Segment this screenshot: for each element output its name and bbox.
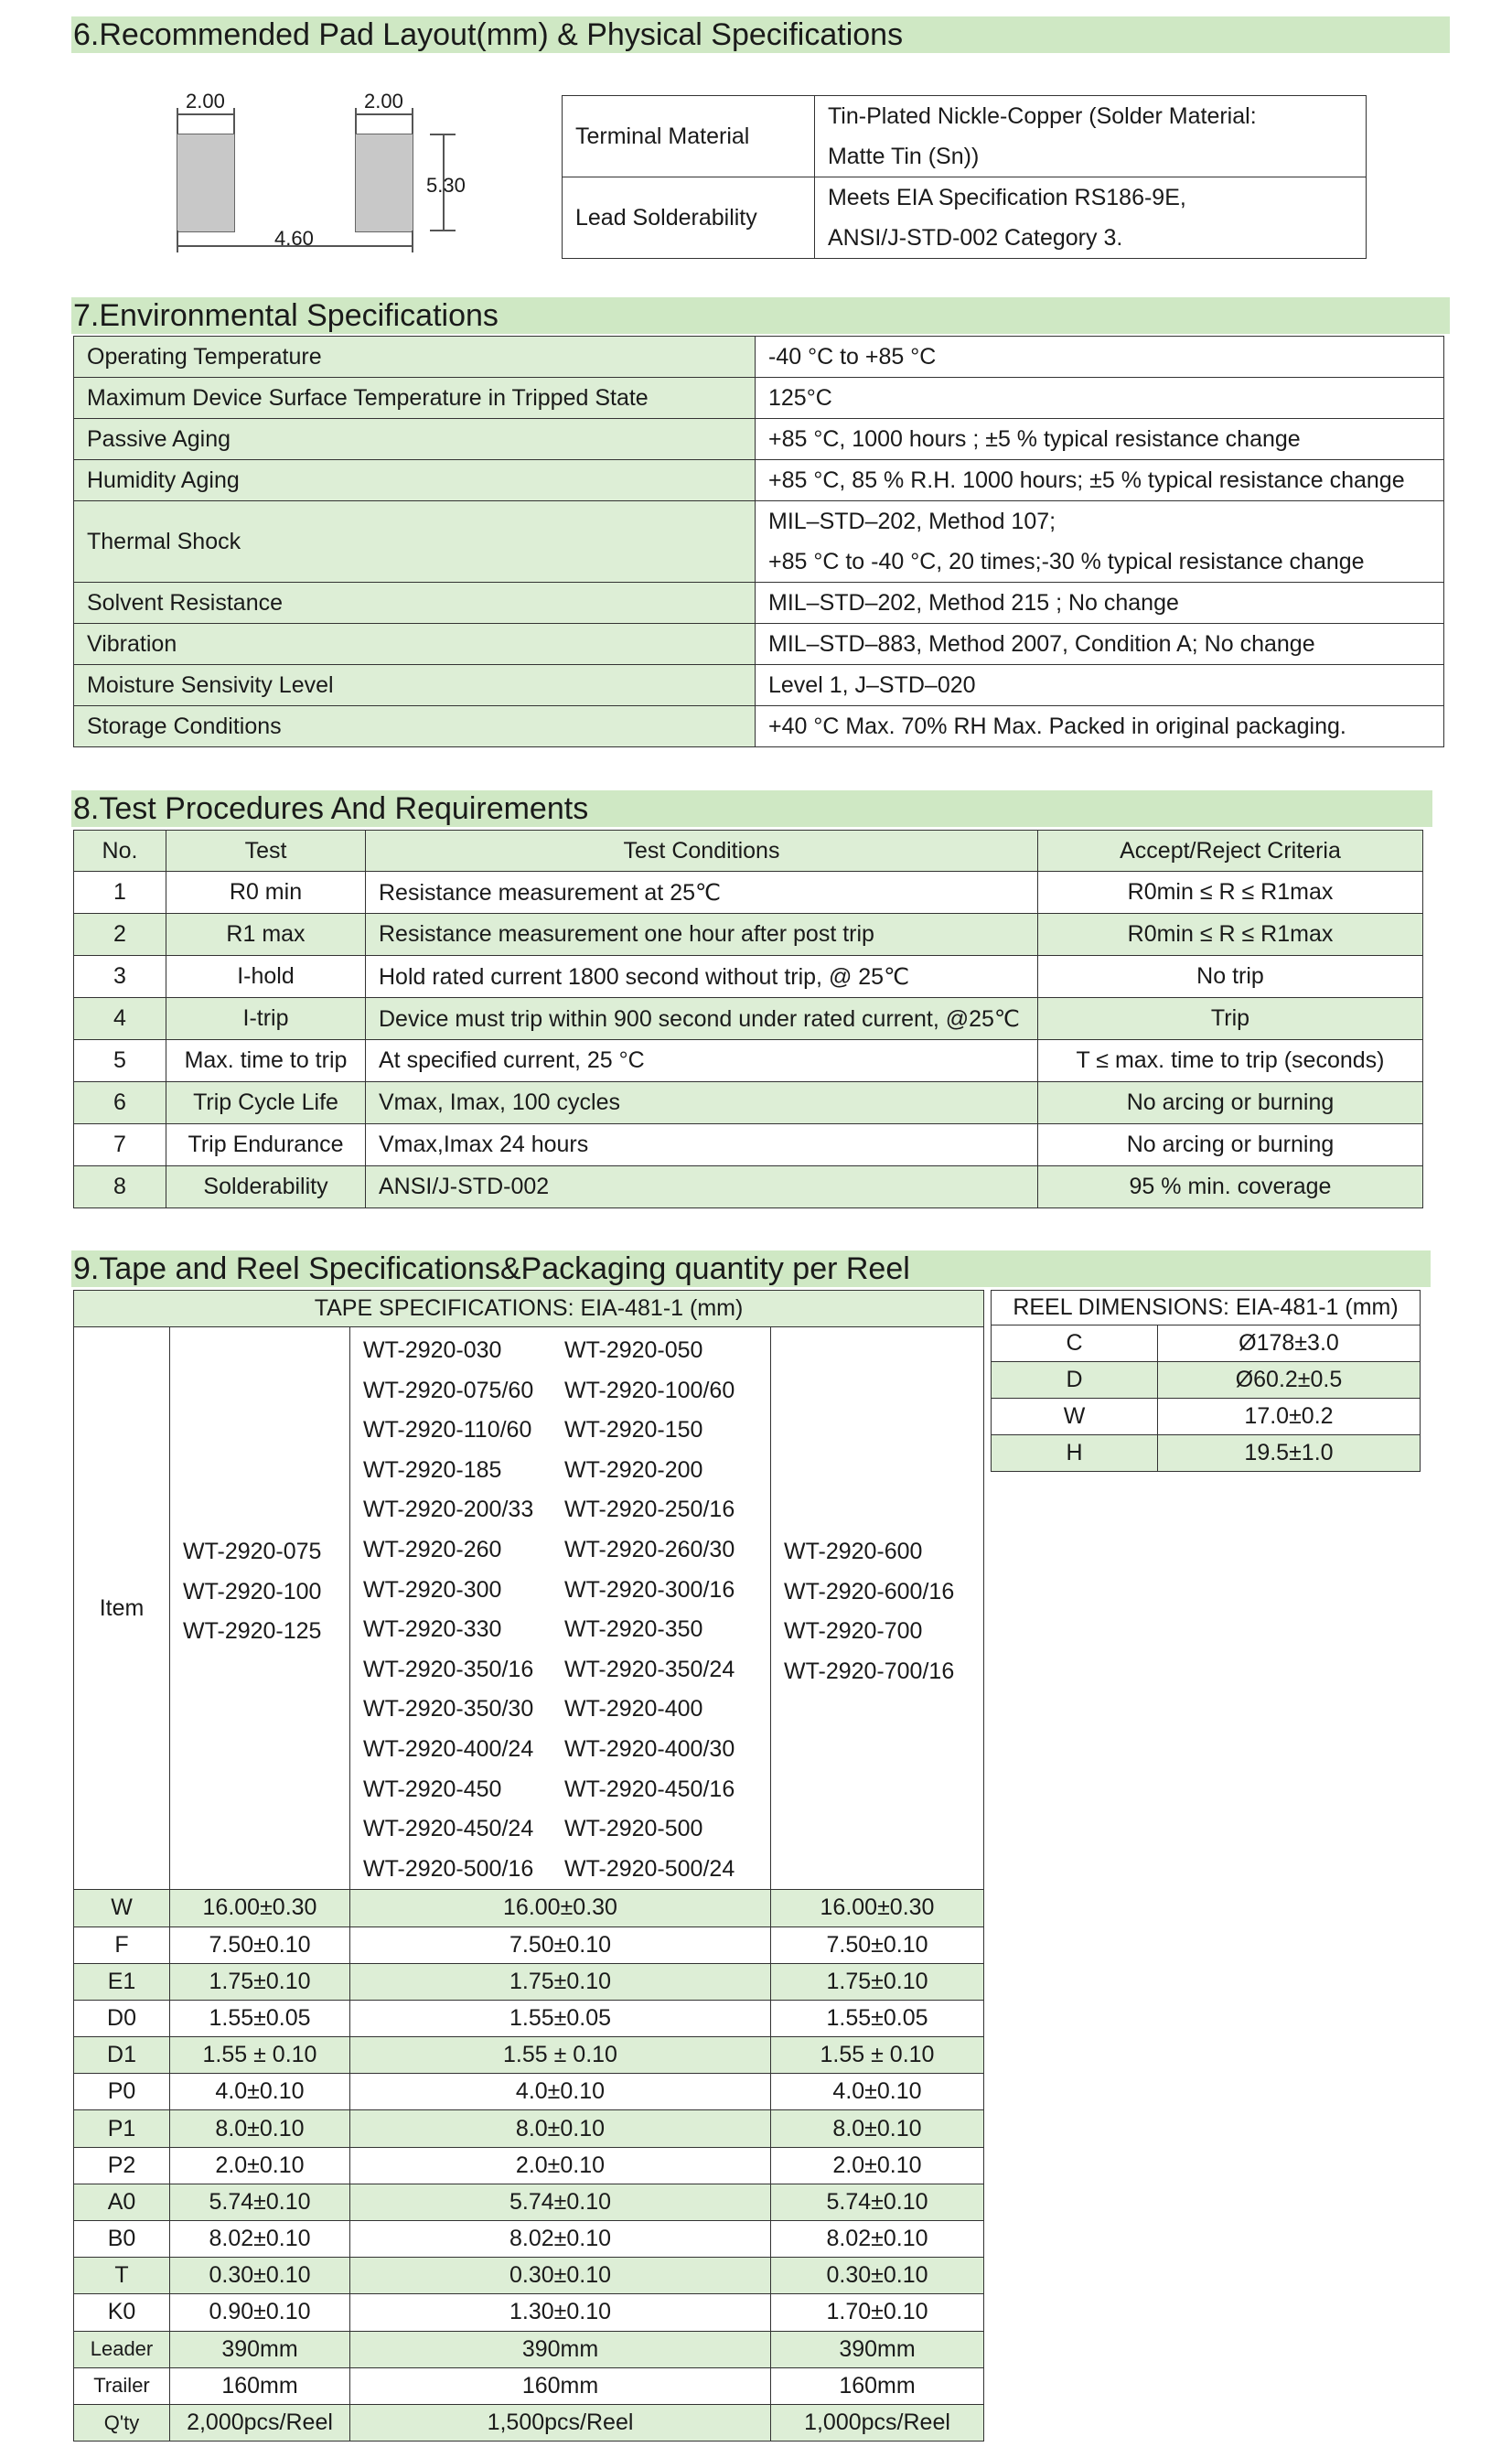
part-number: WT-2920-200: [564, 1456, 703, 1483]
part-number: WT-2920-250/16: [564, 1497, 735, 1523]
part-number: WT-2920-330: [363, 1616, 502, 1643]
part-number: WT-2920-200/33: [363, 1497, 534, 1523]
spec-key: Terminal Material: [563, 96, 815, 177]
reel-value: 19.5±1.0: [1158, 1435, 1421, 1472]
tape-value: 16.00±0.30: [771, 1890, 984, 1926]
part-list-col-3: [771, 1327, 984, 1890]
test-procedures-table: [73, 830, 1423, 1208]
part-number: WT-2920-100: [183, 1578, 322, 1605]
tape-value: 1.70±0.10: [771, 2294, 984, 2331]
test-criteria: No arcing or burning: [1038, 1082, 1423, 1124]
env-key: Humidity Aging: [74, 460, 756, 501]
part-number: WT-2920-150: [564, 1417, 703, 1444]
env-value: +85 °C, 85 % R.H. 1000 hours; ±5 % typical resistance change: [756, 460, 1444, 501]
env-key: Solvent Resistance: [74, 583, 756, 624]
test-no: 3: [74, 956, 166, 998]
tape-value: 1.75±0.10: [170, 1963, 350, 2000]
tape-value: 1.55 ± 0.10: [350, 2037, 771, 2074]
col-header-no: No.: [74, 831, 166, 872]
part-list-col-1: [170, 1327, 350, 1890]
tape-param: Q'ty: [74, 2404, 170, 2441]
test-criteria: Trip: [1038, 998, 1423, 1040]
part-number: WT-2920-400/30: [564, 1735, 735, 1762]
reel-param: C: [992, 1325, 1158, 1362]
pad-dim-width-right: 2.00: [364, 90, 403, 113]
part-number: WT-2920-350: [564, 1616, 703, 1643]
tape-value: 1.55±0.05: [170, 2000, 350, 2036]
tape-value: 1,500pcs/Reel: [350, 2404, 771, 2441]
test-criteria: R0min ≤ R ≤ R1max: [1038, 872, 1423, 914]
tape-value: 2.0±0.10: [350, 2147, 771, 2184]
test-condition: Hold rated current 1800 second without trip, @ 25℃: [366, 956, 1038, 998]
env-value: +85 °C, 1000 hours ; ±5 % typical resistance change: [756, 419, 1444, 460]
tape-param: T: [74, 2258, 170, 2294]
tape-value: 8.0±0.10: [771, 2110, 984, 2147]
tape-value: 0.90±0.10: [170, 2294, 350, 2331]
test-criteria: No trip: [1038, 956, 1423, 998]
tape-value: 1.55±0.05: [771, 2000, 984, 2036]
test-condition: ANSI/J-STD-002: [366, 1166, 1038, 1208]
tape-param: K0: [74, 2294, 170, 2331]
test-name: Trip Endurance: [166, 1124, 366, 1166]
tape-value: 4.0±0.10: [170, 2074, 350, 2110]
reel-title: REEL DIMENSIONS: EIA-481-1 (mm): [992, 1291, 1421, 1325]
test-no: 1: [74, 872, 166, 914]
tape-param: Leader: [74, 2331, 170, 2367]
env-key: Vibration: [74, 624, 756, 665]
tape-value: 1.30±0.10: [350, 2294, 771, 2331]
tape-value: 16.00±0.30: [170, 1890, 350, 1926]
env-value: 125°C: [756, 378, 1444, 419]
section-7-header: 7.Environmental Specifications: [71, 297, 1450, 334]
part-list-col-2: [350, 1327, 771, 1890]
test-name: R0 min: [166, 872, 366, 914]
tape-value: 8.02±0.10: [350, 2221, 771, 2258]
spec-value: Meets EIA Specification RS186-9E, ANSI/J-STD-002 Category 3.: [814, 177, 1366, 259]
tape-value: 8.0±0.10: [350, 2110, 771, 2147]
test-name: R1 max: [166, 914, 366, 956]
tape-param: E1: [74, 1963, 170, 2000]
env-value: -40 °C to +85 °C: [756, 337, 1444, 378]
section-9-header: 9.Tape and Reel Specifications&Packaging quantity per Reel: [71, 1250, 1431, 1287]
tape-param: B0: [74, 2221, 170, 2258]
part-number: WT-2920-185: [363, 1456, 502, 1483]
tape-value: 5.74±0.10: [771, 2184, 984, 2220]
tape-param: F: [74, 1926, 170, 1963]
physical-spec-table: [562, 95, 1367, 259]
test-condition: Resistance measurement one hour after post trip: [366, 914, 1038, 956]
env-value: MIL–STD–883, Method 2007, Condition A; No change: [756, 624, 1444, 665]
tape-value: 5.74±0.10: [350, 2184, 771, 2220]
test-name: Trip Cycle Life: [166, 1082, 366, 1124]
tape-value: 0.30±0.10: [350, 2258, 771, 2294]
part-number: WT-2920-500/24: [564, 1855, 735, 1882]
reel-param: H: [992, 1435, 1158, 1472]
part-number: WT-2920-075/60: [363, 1377, 534, 1403]
pad-dim-width-left: 2.00: [186, 90, 225, 113]
test-condition: Device must trip within 900 second under rated current, @25℃: [366, 998, 1038, 1040]
part-number: WT-2920-350/16: [363, 1656, 534, 1682]
part-number: WT-2920-125: [183, 1618, 322, 1645]
test-no: 2: [74, 914, 166, 956]
env-key: Thermal Shock: [74, 501, 756, 583]
env-value: Level 1, J–STD–020: [756, 665, 1444, 706]
test-criteria: T ≤ max. time to trip (seconds): [1038, 1040, 1423, 1082]
reel-dimensions-table: [991, 1290, 1421, 1472]
test-name: I-trip: [166, 998, 366, 1040]
tape-value: 2,000pcs/Reel: [170, 2404, 350, 2441]
part-number: WT-2920-700/16: [784, 1658, 955, 1684]
section-8-header: 8.Test Procedures And Requirements: [71, 790, 1432, 827]
col-header-criteria: Accept/Reject Criteria: [1038, 831, 1423, 872]
part-number: WT-2920-350/30: [363, 1696, 534, 1723]
tape-value: 16.00±0.30: [350, 1890, 771, 1926]
tape-value: 390mm: [771, 2331, 984, 2367]
tape-value: 1.55±0.05: [350, 2000, 771, 2036]
tape-value: 8.02±0.10: [771, 2221, 984, 2258]
part-number: WT-2920-450/16: [564, 1776, 735, 1802]
part-number: WT-2920-260/30: [564, 1536, 735, 1562]
tape-param: W: [74, 1890, 170, 1926]
tape-value: 390mm: [350, 2331, 771, 2367]
reel-value: Ø178±3.0: [1158, 1325, 1421, 1362]
tape-value: 8.02±0.10: [170, 2221, 350, 2258]
tape-param: Trailer: [74, 2367, 170, 2404]
env-key: Maximum Device Surface Temperature in Tripped State: [74, 378, 756, 419]
tape-value: 160mm: [170, 2367, 350, 2404]
env-key: Operating Temperature: [74, 337, 756, 378]
part-number: WT-2920-300/16: [564, 1576, 735, 1603]
tape-spec-table: [73, 1290, 984, 2442]
part-number: WT-2920-260: [363, 1536, 502, 1562]
env-key: Passive Aging: [74, 419, 756, 460]
test-no: 8: [74, 1166, 166, 1208]
part-number: WT-2920-450/24: [363, 1816, 534, 1842]
test-condition: At specified current, 25 °C: [366, 1040, 1038, 1082]
part-number: WT-2920-100/60: [564, 1377, 735, 1403]
env-value: +40 °C Max. 70% RH Max. Packed in original packaging.: [756, 706, 1444, 747]
tape-value: 1.75±0.10: [350, 1963, 771, 2000]
part-number: WT-2920-700: [784, 1618, 923, 1645]
spec-value: Tin-Plated Nickle-Copper (Solder Material: Matte Tin (Sn)): [814, 96, 1366, 177]
tape-value: 1.55 ± 0.10: [771, 2037, 984, 2074]
col-header-test: Test: [166, 831, 366, 872]
test-no: 6: [74, 1082, 166, 1124]
test-criteria: No arcing or burning: [1038, 1124, 1423, 1166]
tape-value: 7.50±0.10: [350, 1926, 771, 1963]
test-no: 4: [74, 998, 166, 1040]
test-criteria: R0min ≤ R ≤ R1max: [1038, 914, 1423, 956]
tape-value: 1,000pcs/Reel: [771, 2404, 984, 2441]
tape-value: 1.55 ± 0.10: [170, 2037, 350, 2074]
spec-key: Lead Solderability: [563, 177, 815, 259]
part-number: WT-2920-110/60: [363, 1417, 532, 1444]
part-number: WT-2920-500: [564, 1816, 703, 1842]
test-name: I-hold: [166, 956, 366, 998]
test-condition: Vmax, Imax, 100 cycles: [366, 1082, 1038, 1124]
part-number: WT-2920-400: [564, 1696, 703, 1723]
part-number: WT-2920-400/24: [363, 1735, 534, 1762]
part-number: WT-2920-350/24: [564, 1656, 735, 1682]
environmental-spec-table: [73, 336, 1444, 747]
tape-value: 0.30±0.10: [170, 2258, 350, 2294]
env-key: Storage Conditions: [74, 706, 756, 747]
env-key: Moisture Sensivity Level: [74, 665, 756, 706]
test-no: 7: [74, 1124, 166, 1166]
test-name: Max. time to trip: [166, 1040, 366, 1082]
tape-value: 2.0±0.10: [170, 2147, 350, 2184]
part-number: WT-2920-075: [183, 1539, 322, 1564]
tape-param: P2: [74, 2147, 170, 2184]
col-header-conditions: Test Conditions: [366, 831, 1038, 872]
tape-value: 4.0±0.10: [350, 2074, 771, 2110]
part-number: WT-2920-600: [784, 1539, 923, 1564]
tape-value: 8.0±0.10: [170, 2110, 350, 2147]
section-6-header: 6.Recommended Pad Layout(mm) & Physical Specifications: [71, 16, 1450, 53]
test-condition: Vmax,Imax 24 hours: [366, 1124, 1038, 1166]
part-number: WT-2920-450: [363, 1776, 502, 1802]
tape-value: 4.0±0.10: [771, 2074, 984, 2110]
tape-value: 390mm: [170, 2331, 350, 2367]
tape-value: 7.50±0.10: [771, 1926, 984, 1963]
test-no: 5: [74, 1040, 166, 1082]
tape-value: 0.30±0.10: [771, 2258, 984, 2294]
tape-param: A0: [74, 2184, 170, 2220]
tape-value: 7.50±0.10: [170, 1926, 350, 1963]
part-number: WT-2920-600/16: [784, 1578, 955, 1605]
test-criteria: 95 % min. coverage: [1038, 1166, 1423, 1208]
test-name: Solderability: [166, 1166, 366, 1208]
tape-value: 160mm: [771, 2367, 984, 2404]
env-value: MIL–STD–202, Method 215 ; No change: [756, 583, 1444, 624]
tape-value: 5.74±0.10: [170, 2184, 350, 2220]
tape-value: 160mm: [350, 2367, 771, 2404]
tape-param: P0: [74, 2074, 170, 2110]
part-number: WT-2920-030: [363, 1337, 502, 1363]
reel-value: Ø60.2±0.5: [1158, 1362, 1421, 1399]
reel-param: W: [992, 1399, 1158, 1435]
tape-value: 2.0±0.10: [771, 2147, 984, 2184]
tape-param: P1: [74, 2110, 170, 2147]
pad-dim-height: 5.30: [426, 174, 466, 197]
reel-value: 17.0±0.2: [1158, 1399, 1421, 1435]
tape-param: D0: [74, 2000, 170, 2036]
tape-spec-title: TAPE SPECIFICATIONS: EIA-481-1 (mm): [74, 1291, 984, 1327]
tape-value: 1.75±0.10: [771, 1963, 984, 2000]
part-number: WT-2920-050: [564, 1337, 703, 1363]
part-number: WT-2920-300: [363, 1576, 502, 1603]
item-label: Item: [74, 1327, 170, 1890]
part-number: WT-2920-500/16: [363, 1855, 534, 1882]
tape-param: D1: [74, 2037, 170, 2074]
reel-param: D: [992, 1362, 1158, 1399]
pad-dim-span: 4.60: [274, 227, 314, 250]
env-value: MIL–STD–202, Method 107; +85 °C to -40 °C, 20 times;-30 % typical resistance change: [756, 501, 1444, 583]
test-condition: Resistance measurement at 25℃: [366, 872, 1038, 914]
